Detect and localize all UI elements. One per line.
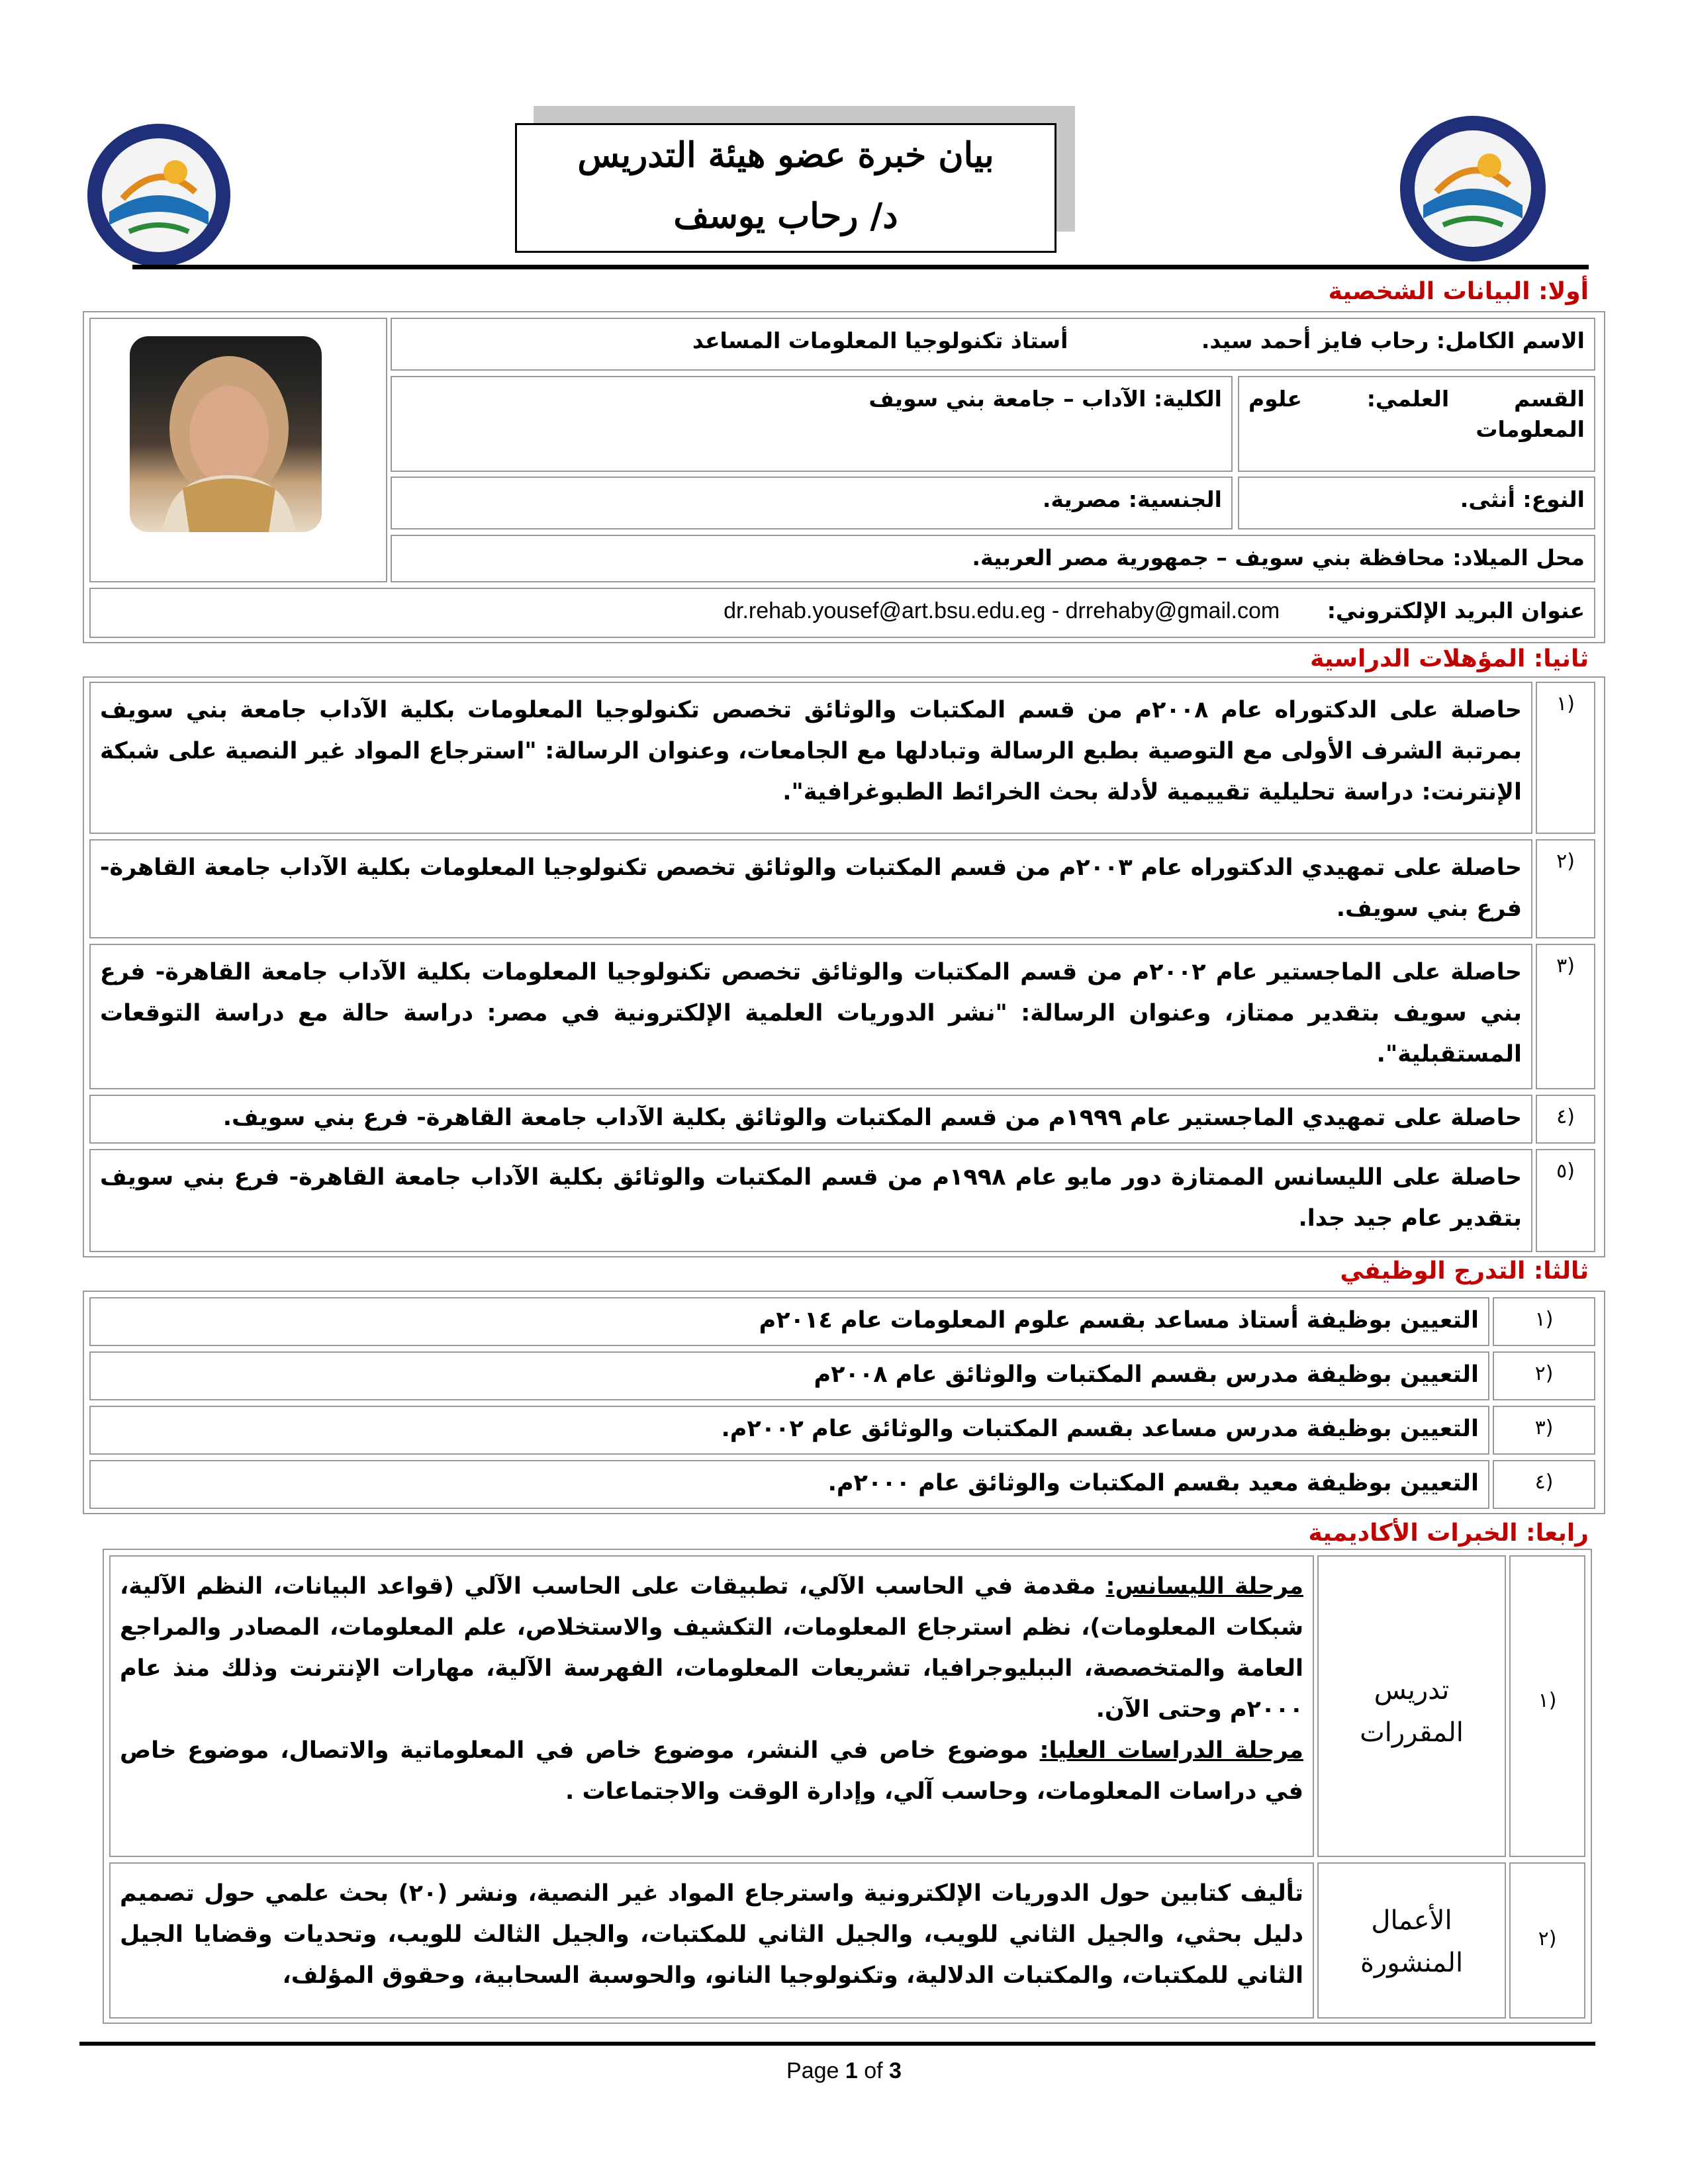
qualification-item: حاصلة على تمهيدي الدكتوراه عام ٢٠٠٣م من قسم المكتبات والوثائق تخصص تكنولوجيا المعلومات بكلية الآداب جامعة القاهرة- فرع بني سويف. bbox=[89, 839, 1532, 938]
section-personal-title: أولا: البيانات الشخصية bbox=[1328, 278, 1589, 305]
department-row: القسم العلمي: علوم المعلومات bbox=[1238, 376, 1595, 472]
gender-value: أنثى. bbox=[1460, 486, 1515, 512]
career-number: ٢) bbox=[1493, 1351, 1595, 1400]
qualification-item: حاصلة على الليسانس الممتازة دور مايو عام ١٩٩٨م من قسم المكتبات والوثائق بكلية الآداب جامعة القاهرة- فرع بني سويف بتقدير عام جيد جدا. bbox=[89, 1149, 1532, 1252]
section-academic-title: رابعا: الخبرات الأكاديمية bbox=[1308, 1520, 1589, 1547]
academic-description: مرحلة الليسانس: مقدمة في الحاسب الآلي، تطبيقات على الحاسب الآلي (قواعد البيانات، النظم الآلية، شبكات المعلومات)، نظم استرجاع المعلومات، التكشيف والاستخلاص، علم المعلومات، المصادر والمراجع العامة والمتخصصة، الببليوجرافيا، تشريعات المعلومات، الفهرسة الآلية، مهارات الإنترنت وذلك منذ عام ٢٠٠٠م وحتى الآن. مرحلة الدراسات العليا: موضوع خاص في النشر، موضوع خاص في المعلوماتية والاتصال، موضوع خاص في دراسات المعلومات، وحاسب آلي، وإدارة الوقت والاجتماعات . bbox=[109, 1555, 1314, 1857]
career-number: ٣) bbox=[1493, 1406, 1595, 1455]
career-number: ١) bbox=[1493, 1297, 1595, 1346]
career-item: التعيين بوظيفة أستاذ مساعد بقسم علوم المعلومات عام ٢٠١٤م bbox=[89, 1297, 1489, 1346]
section-qualifications-title: ثانيا: المؤهلات الدراسية bbox=[1310, 645, 1589, 672]
birthplace-row: محل الميلاد: محافظة بني سويف – جمهورية مصر العربية. bbox=[391, 535, 1595, 582]
qualification-number: ٤) bbox=[1536, 1095, 1595, 1144]
career-number: ٤) bbox=[1493, 1460, 1595, 1509]
qualification-item: حاصلة على الماجستير عام ٢٠٠٢م من قسم المكتبات والوثائق تخصص تكنولوجيا المعلومات بكلية الآداب جامعة القاهرة- فرع بني سويف بتقدير ممتاز، وعنوان الرسالة: "نشر الدوريات العلمية الإلكترونية في مصر: دراسة حالة مع دراسة التوقعات المستقبلية". bbox=[89, 944, 1532, 1089]
academic-description: تأليف كتابين حول الدوريات الإلكترونية واسترجاع المواد غير النصية، ونشر (٢٠) بحث علمي حول تصميم دليل بحثي، والجيل الثاني للويب، والجيل الثاني للمكتبات، والجيل الثالث للويب، وتحديات وقضايا الجيل الثاني للمكتبات، والمكتبات الدلالية، وتكنولوجيا النانو، والحوسبة السحابية، وحقوق المؤلف، bbox=[109, 1862, 1314, 2019]
email-value: dr.rehab.yousef@art.bsu.edu.eg - drrehaby@gmail.com bbox=[724, 598, 1280, 623]
position-value: أستاذ تكنولوجيا المعلومات المساعد bbox=[692, 328, 1068, 353]
academic-number: ١) bbox=[1509, 1555, 1585, 1857]
career-item: التعيين بوظيفة مدرس مساعد بقسم المكتبات والوثائق عام ٢٠٠٢م. bbox=[89, 1406, 1489, 1455]
profile-photo bbox=[130, 336, 322, 532]
name-value: رحاب فايز أحمد سيد. bbox=[1201, 328, 1429, 353]
birthplace-value: محافظة بني سويف – جمهورية مصر العربية. bbox=[972, 545, 1445, 570]
career-item: التعيين بوظيفة مدرس بقسم المكتبات والوثائق عام ٢٠٠٨م bbox=[89, 1351, 1489, 1400]
page-subtitle: د/ رحاب يوسف bbox=[673, 196, 898, 236]
career-item: التعيين بوظيفة معيد بقسم المكتبات والوثائق عام ٢٠٠٠م. bbox=[89, 1460, 1489, 1509]
title-box bbox=[515, 123, 1056, 253]
qualification-item: حاصلة على تمهيدي الماجستير عام ١٩٩٩م من قسم المكتبات والوثائق بكلية الآداب جامعة القاهرة- فرع بني سويف. bbox=[89, 1095, 1532, 1144]
qualification-number: ٢) bbox=[1536, 839, 1595, 938]
university-logo-right bbox=[1397, 113, 1549, 265]
qualification-number: ٥) bbox=[1536, 1149, 1595, 1252]
academic-category: الأعمال المنشورة bbox=[1317, 1862, 1506, 2019]
footer-divider bbox=[79, 2042, 1595, 2046]
email-row: عنوان البريد الإلكتروني: dr.rehab.yousef@art.bsu.edu.eg - drrehaby@gmail.com bbox=[89, 588, 1595, 638]
qualification-number: ٣) bbox=[1536, 944, 1595, 1089]
page-title: بيان خبرة عضو هيئة التدريس bbox=[577, 135, 994, 175]
department-value: علوم المعلومات bbox=[1248, 386, 1585, 442]
nationality-value: مصرية. bbox=[1042, 486, 1121, 512]
page-number: Page 1 of 3 bbox=[786, 2058, 902, 2083]
name-row: الاسم الكامل: رحاب فايز أحمد سيد. أستاذ تكنولوجيا المعلومات المساعد bbox=[391, 318, 1595, 371]
faculty-value: الآداب – جامعة بني سويف bbox=[868, 386, 1147, 412]
gender-row: النوع: أنثى. bbox=[1238, 477, 1595, 529]
faculty-row: الكلية: الآداب – جامعة بني سويف bbox=[391, 376, 1233, 472]
qualification-item: حاصلة على الدكتوراه عام ٢٠٠٨م من قسم المكتبات والوثائق تخصص تكنولوجيا المعلومات بكلية الآداب جامعة بني سويف بمرتبة الشرف الأولى مع التوصية بطبع الرسالة وتبادلها مع الجامعات، وعنوان الرسالة: "استرجاع المواد غير النصية على شبكة الإنترنت: دراسة تحليلية تقييمية لأدلة بحث الخرائط الطبوغرافية". bbox=[89, 682, 1532, 834]
section-career-title: ثالثا: التدرج الوظيفي bbox=[1340, 1257, 1589, 1285]
qualification-number: ١) bbox=[1536, 682, 1595, 834]
academic-category: تدريس المقررات bbox=[1317, 1555, 1506, 1857]
academic-number: ٢) bbox=[1509, 1862, 1585, 2019]
nationality-row: الجنسية: مصرية. bbox=[391, 477, 1233, 529]
university-logo-left bbox=[83, 119, 235, 271]
header-divider bbox=[132, 265, 1589, 269]
